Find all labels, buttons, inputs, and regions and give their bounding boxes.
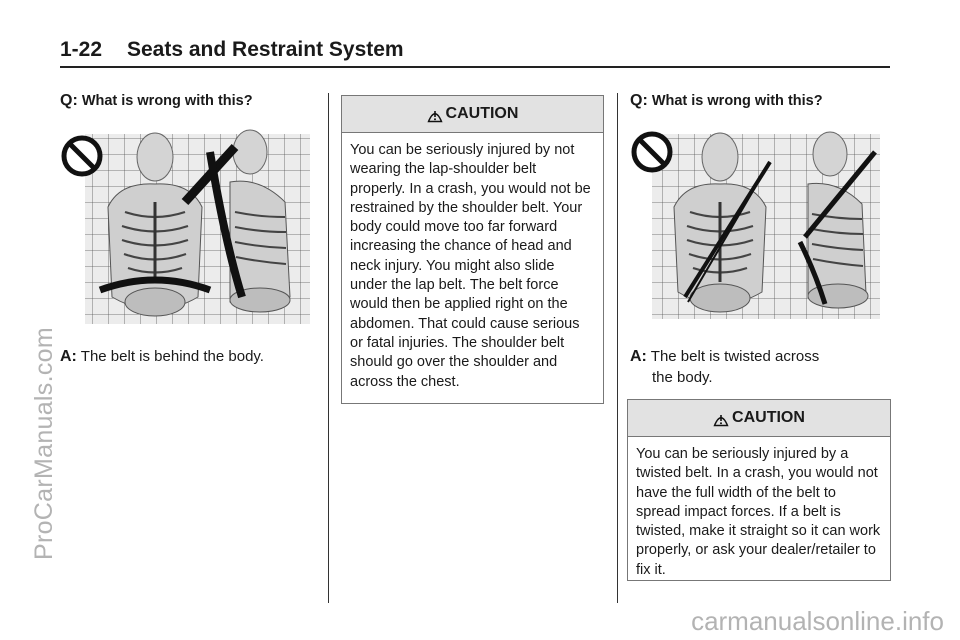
left-answer-prefix: A: bbox=[60, 348, 77, 365]
right-question-text: What is wrong with this? bbox=[651, 93, 823, 109]
column-divider-1 bbox=[328, 93, 329, 603]
watermark-bottom: carmanualsonline.info bbox=[691, 606, 944, 636]
caution-triangle-icon bbox=[427, 105, 443, 123]
no-symbol-icon bbox=[634, 134, 670, 170]
left-answer bbox=[60, 346, 320, 367]
page-header bbox=[60, 38, 890, 68]
left-question-text: What is wrong with this? bbox=[81, 93, 253, 109]
column-divider-2 bbox=[617, 93, 618, 603]
right-question-prefix: Q: bbox=[630, 92, 648, 109]
right-answer bbox=[630, 346, 840, 388]
no-symbol-icon bbox=[64, 138, 100, 174]
caution-title-1: CAUTION bbox=[445, 105, 519, 122]
watermark-side: ProCarManuals.com bbox=[30, 327, 58, 560]
caution-text-1: You can be seriously injured by not wearing the lap-shoulder belt properly. In a crash, you would not be restrained by the shoulder belt. Your body could move too far forward increasing the chance of head and neck injury. You might also slide under the lap belt. The belt force would then be applied right on the abdomen. That could cause serious or fatal injuries. The shoulder belt should go over the shoulder and across the chest. bbox=[350, 142, 591, 390]
page-number: 1-22 bbox=[60, 38, 103, 61]
caution-box-2 bbox=[627, 399, 891, 581]
right-answer-prefix: A: bbox=[630, 348, 647, 365]
caution-title-2: CAUTION bbox=[732, 409, 805, 426]
caution-triangle-icon bbox=[713, 409, 729, 427]
right-answer-text: The belt is twisted across the body. bbox=[650, 348, 820, 386]
page-title: Seats and Restraint System bbox=[127, 38, 404, 61]
caution-header-1 bbox=[342, 96, 603, 133]
caution-text-2: You can be seriously injured by a twisted belt. In a crash, you would not have the full width of the belt to spread impact forces. If a belt is twisted, make it straight so it can work properly, or ask your dealer/retailer to fix it. bbox=[636, 446, 881, 578]
left-question bbox=[60, 92, 253, 110]
left-question-prefix: Q: bbox=[60, 92, 78, 109]
caution-header-2 bbox=[628, 400, 890, 437]
left-answer-text: The belt is behind the body. bbox=[80, 348, 264, 365]
right-question bbox=[630, 92, 823, 110]
belt-behind-body-illustration bbox=[60, 122, 310, 327]
caution-box-1 bbox=[341, 95, 604, 404]
twisted-belt-illustration bbox=[630, 122, 880, 322]
